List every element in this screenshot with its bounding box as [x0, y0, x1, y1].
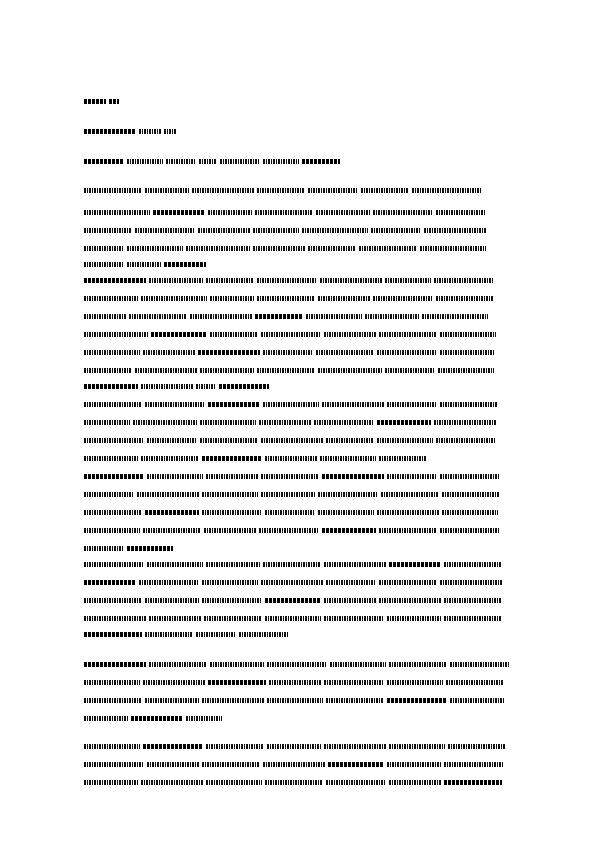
paragraph-line [84, 260, 209, 269]
paragraph-line [84, 544, 176, 553]
paragraph-line [84, 312, 491, 321]
paragraph-line [84, 418, 499, 427]
paragraph-line [84, 490, 503, 499]
paragraph-line [84, 678, 507, 687]
paragraph-line [84, 742, 509, 751]
paragraph-line [84, 400, 501, 409]
paragraph-line [84, 244, 489, 253]
paragraph-line [84, 226, 489, 235]
paragraph-line [84, 778, 505, 787]
paragraph-line [84, 614, 505, 623]
paragraph-line [84, 714, 225, 723]
paragraph-line [84, 382, 272, 391]
paragraph-line [84, 472, 503, 481]
paragraph-line [84, 366, 497, 375]
paragraph-line [84, 508, 501, 517]
paragraph-line [84, 276, 497, 285]
paragraph-line [84, 596, 505, 605]
paragraph-line [84, 526, 503, 535]
paragraph-line [84, 186, 485, 195]
paragraph-line [84, 208, 489, 217]
paragraph-line [84, 436, 499, 445]
paragraph-line [84, 348, 497, 357]
paragraph-line [84, 630, 292, 639]
heading-line [84, 97, 122, 106]
paragraph-line [84, 560, 505, 569]
paragraph-line [84, 760, 507, 769]
subject-line [84, 157, 343, 166]
date-line [84, 127, 179, 136]
paragraph-line [84, 330, 499, 339]
paragraph-line [84, 660, 513, 669]
paragraph-line [84, 454, 430, 463]
paragraph-line [84, 696, 507, 705]
paragraph-line [84, 294, 497, 303]
paragraph-line [84, 578, 505, 587]
